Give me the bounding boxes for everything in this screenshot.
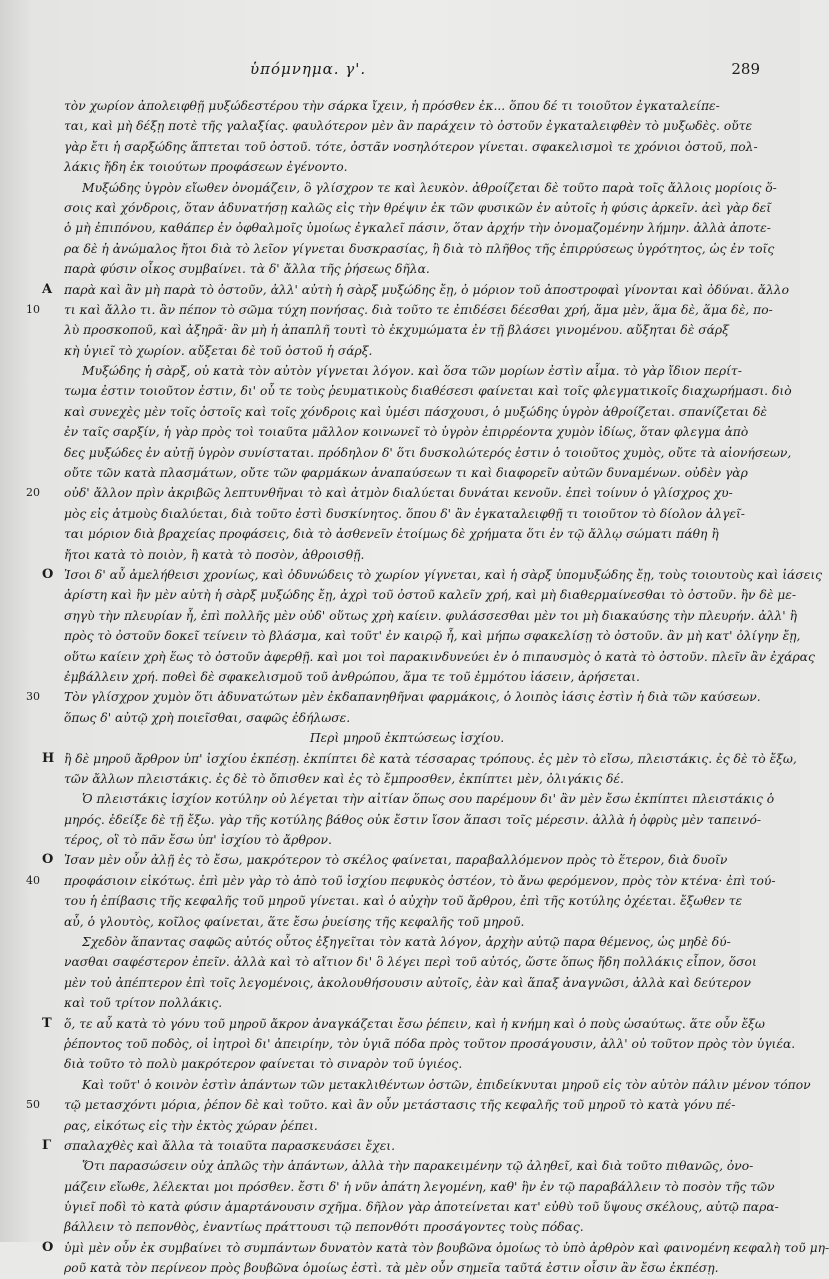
text-line [42, 789, 775, 809]
line-number: 30 [26, 690, 40, 704]
text-line [42, 973, 772, 993]
text-line [42, 422, 772, 442]
text-line [42, 157, 772, 177]
line-number: 40 [26, 873, 40, 887]
text-line [42, 320, 772, 340]
line-text: καὶ συνεχὲς μὲν τοῖς ὀστοῖς καὶ τοῖς χόνδροις καὶ ὑμέσι πάσχουσι, ὁ μυξώδης ὑγρὸν ἀθροίζεται. σπανίζεται δὲ [64, 404, 767, 419]
text-line [42, 932, 772, 952]
line-text: λάκις ἤδη ἐκ τοιούτων προφάσεων ἐγένοντο. [64, 160, 348, 175]
margin-letter: O [42, 566, 54, 582]
line-text: μὸς εἰς ἀτμοὺς διαλύεται, διὰ τοῦτο ἐστὶ δυσκίνητος. ὅπου δ' ἂν ἐγκαταλειφθῇ τι τοιοῦτον τὸ δίολον ἀλγεῖ- [64, 506, 745, 521]
line-text: Μυξώδης ἡ σὰρξ, οὐ κατὰ τὸν αὐτὸν γίγνεται λόγον. καὶ ὅσα τῶν μορίων ἐστὶν αἷμα. τὸ γὰρ ἴδιον περίτ- [82, 364, 742, 379]
margin-letter: Γ [42, 1137, 52, 1153]
line-text: Περὶ μηροῦ ἐκπτώσεως ἰσχίου. [309, 731, 505, 746]
line-text: ὑμὶ μὲν οὖν ἐκ συμβαίνει τὸ συμπάντων δυνατὸν κατὰ τὸν βουβῶνα ὁμοίως τὸ ὑπὸ ἀρθρὸν καὶ φαινομένη κεφαλὴ τοῦ μη- [64, 1240, 829, 1255]
line-text: οὐδ' ἄλλον πρὶν ἀκριβῶς λεπτυνθῆναι τὸ καὶ ἀτμὸν διαλύεται δυνάται κενοῦν. ἐπεὶ τοίνυν ὁ γλίσχρος χυ- [64, 486, 733, 501]
line-text: ρας, εἰκότως εἰς τὴν ἐκτὸς χώραν ῥέπει. [64, 1118, 318, 1133]
line-text: νασθαι σαφέστερον ἐπεῖν. ἀλλὰ καὶ τὸ αἴτιον δι' ὃ λέγει περὶ τοῦ αὐτός, ὥστε ὅπως ἤδη πολλάκις εἶπον, ὅσοι [64, 955, 757, 970]
line-text: σπαλαχθὲς καὶ ἄλλα τὰ τοιαῦτα παρασκευάσει ἔχει. [64, 1138, 396, 1153]
line-text: τῶν ἄλλων πλειστάκις. ἐς δὲ τὸ ὄπισθεν καὶ ἐς τὸ ἔμπροσθεν, ἐκπίπτει μὲν, ὀλιγάκις δέ. [64, 771, 624, 786]
line-text: ἢ δὲ μηροῦ ἄρθρον ὑπ' ἰσχίου ἐκπέσῃ. ἐκπίπτει δὲ κατὰ τέσσαρας τρόπους. ἐς μὲν τὸ εἴσω, πλειστάκις. ἐς δὲ τὸ ἔξω, [64, 751, 797, 766]
line-text: του ἡ ἐπίβασις τῆς κεφαλῆς τοῦ μηροῦ γίνεται. καὶ ὁ αὐχὴν τοῦ ἄρθρου, ἐπὶ τῆς κοτύλης ὀχέεται. ἔξωθεν τε [64, 894, 743, 909]
text-line [42, 116, 772, 136]
text-line [42, 239, 775, 259]
line-number: 10 [26, 302, 40, 316]
line-text: τῷ μετασχόντι μόρια, ῥέπον δὲ καὶ τοῦτο. καὶ ἂν οὖν μετάστασις τῆς κεφαλῆς τοῦ μηροῦ τὸ κατὰ γόνυ πέ- [64, 1098, 736, 1113]
text-line [42, 891, 772, 911]
line-text: διὰ τοῦτο τὸ πολὺ μακρότερον φαίνεται τὸ σιναρὸν τοῦ ὑγιέος. [64, 1057, 463, 1072]
text-line [42, 178, 777, 198]
line-text: ἐμβάλλειν χρή. ποθεὶ δὲ σφακελισμοῦ τοῦ ἀνθρώπου, ἅμα τε τοῦ ἐμμότου ἰάσειν, ἀρήσεται. [64, 669, 640, 684]
text-line [42, 850, 772, 870]
margin-letter: A [42, 281, 53, 297]
text-line [42, 1054, 772, 1074]
line-text: Ὅτι παρασώσειν οὐχ ἁπλῶς τὴν ἁπάντων, ἀλλὰ τὴν παρακειμένην τῷ ἀληθεῖ, καὶ διὰ τοῦτο πιθανῶς, ὀνο- [82, 1159, 754, 1174]
section-heading [42, 728, 772, 748]
line-text: ὑγιεῖ ποδὶ τὸ κατὰ φύσιν ἁμαρτάνουσιν σχῆμα. δῆλον γὰρ ἀποτείνεται κατ' εὐθὺ τοῦ ὕψους σκέλους, αὐτῷ παρα- [64, 1200, 779, 1215]
text-line [42, 1156, 772, 1176]
text-line [42, 749, 797, 769]
page-header [60, 60, 760, 88]
text-line [42, 402, 772, 422]
margin-letter: H [42, 750, 55, 766]
text-line [42, 545, 772, 565]
text-line [42, 96, 772, 116]
text-line [42, 1217, 772, 1237]
line-text: τωμα ἐστιν τοιοῦτον ἐστιν, δι' οὗ τε τοὺς ῥευματικοὺς διαθέσεσι φαίνεται καὶ τοῖς φλεγματικοῖς διαχωρήμασι. διὸ [64, 384, 792, 399]
line-text: Μυξώδης ὑγρὸν εἴωθεν ὀνομάζειν, ὃ γλίσχρον τε καὶ λευκὸν. ἀθροίζεται δὲ τοῦτο παρὰ τοῖς ἄλλοις μορίοις ὅ- [82, 180, 777, 195]
line-text: ἤτοι κατὰ τὸ ποιὸν, ἢ κατὰ τὸ ποσὸν, ἀθροισθῇ. [64, 547, 365, 562]
line-text: παρὰ καὶ ἂν μὴ παρὰ τὸ ὀστοῦν, ἀλλ' αὐτὴ ἡ σὰρξ μυξώδης ἔῃ, ὁ μόριον τοῦ ἀποστροφαὶ γίνονται καὶ ὀδύναι. ἄλλο [64, 282, 789, 297]
line-text: ροῦ κατὰ τὸν περίνεον πρὸς βουβῶνα ὁμοίως ἐστὶ. τὰ μὲν οὖν σημεῖα ταῦτά ἐστιν οἷσιν ἂν ἔσω ἐκπέσῃ. [64, 1261, 719, 1276]
line-text: τι καὶ ἄλλο τι. ἂν πέπον τὸ σῶμα τύχη πονήσας. διὰ τοῦτο τε ἐπιδέσει δέεσθαι χρή, ἅμα μὲν, ἅμα δὲ, ἅμα δὲ, πο- [64, 302, 773, 317]
text-line [42, 708, 772, 728]
text-line [42, 830, 772, 850]
line-text: τὸν χωρίον ἀπολειφθῇ μυξώδεστέρου τὴν σάρκα ἴχειν, ἡ πρόσθεν ἐκ... ὅπου δέ τι τοιοῦτον ἐγκαταλείπε- [64, 99, 720, 113]
text-line [42, 1116, 772, 1136]
text-line [42, 667, 772, 687]
text-line [42, 1136, 772, 1156]
line-text: βάλλειν τὸ πεπονθὸς, ἐναντίως πράττουσι τῷ πεπονθότι προσάγοντες τοὺς πόδας. [64, 1220, 584, 1235]
line-text: ται, καὶ μὴ δέξῃ ποτὲ τῆς γαλαξίας. φαυλότερον μὲν ἂν παράχειν τὸ ὀστοῦν ἐγκαταλειφθὲν τὸ μυξωδὲς. οὔτε [64, 119, 753, 134]
text-line [42, 1238, 829, 1258]
line-text: ἀρίστη καὶ ἣν μὲν αὐτὴ ἡ σὰρξ μυξώδης ἔῃ, ἀχρὶ τοῦ ὀστοῦ καλεῖν χρή, καὶ μὴ διαθερμαίνεσθαι τὸ ὀστοῦν. ἢν δὲ με- [64, 588, 796, 603]
text-line [42, 769, 772, 789]
line-text: Ἰσαν μὲν οὖν ἀλῇ ἐς τὸ ἔσω, μακρότερον τὸ σκέλος φαίνεται, παραβαλλόμενον πρὸς τὸ ἕτερον, διὰ δυοῖν [64, 853, 728, 868]
line-text: Τὸν γλίσχρον χυμὸν ὅτι ἀδυνατώτων μὲν ἐκδαπανηθῆναι φαρμάκοις, ὁ λοιπὸς ἰάσις ἐστὶν ἡ διὰ τῶν καύσεων. [64, 690, 761, 705]
text-line [42, 810, 772, 830]
text-line [42, 606, 797, 626]
line-text: παρὰ φύσιν οἶκος συμβαίνει. τὰ δ' ἄλλα τῆς ῥήσεως δῆλα. [64, 262, 430, 277]
line-text: ὅ, τε αὖ κατὰ τὸ γόνυ τοῦ μηροῦ ἄκρον ἀναγκάζεται ἔσω ῥέπειν, καὶ ἡ κνήμη καὶ ὁ ποὺς ὡσαύτως. ἅτε οὖν ἔξω [64, 1016, 765, 1031]
text-line [42, 463, 772, 483]
text-line [42, 1177, 775, 1197]
line-text: σηγὺ τὴν πλευρίαν ἦ, ἐπὶ πολλῆς μὲν οὐδ' οὕτως χρὴ καίειν. φυλάσσεσθαι μὲν τοι μὴ διακαύσης τὴν πλευρήν. ἀλλ' ἢ [64, 608, 797, 623]
line-text: καὶ τοῦ τρίτον πολλάκις. [64, 996, 223, 1011]
line-text: ὅπως δ' αὐτῷ χρὴ ποιεῖσθαι, σαφῶς ἐδήλωσε. [64, 710, 351, 725]
line-text: κὴ ὑγιεῖ τὸ χωρίον. αὔξεται δὲ τοῦ ὀστοῦ ἡ σάρξ. [64, 343, 373, 358]
text-line [26, 483, 772, 503]
line-text: μηρός. ἐδείξε δὲ τῇ ἔξω. γὰρ τῆς κοτύλης βάθος οὐκ ἔστιν ἴσον ἅπασι τοῖς μέρεσιν. ἀλλὰ ἡ ὀφρὺς μὲν ταπεινό- [64, 812, 762, 827]
running-head: ὑπόμνημα. γ'. [250, 60, 367, 78]
line-text: αὖ, ὁ γλουτὸς, κοῖλος φαίνεται, ἅτε ἔσω ῥυείσης τῆς κεφαλῆς τοῦ μηροῦ. [64, 914, 525, 929]
text-line [42, 952, 772, 972]
line-number: 50 [26, 1098, 40, 1112]
line-text: οὕτω καίειν χρὴ ἕως τὸ ὀστοῦν ἀφερθῇ. καὶ μοι τοὶ παρακινδυνεύει ἐν ὁ πιπαυσμὸς ὁ κατὰ τὸ ὀστοῦν. πλεῖν ἂν ἐχάρας [64, 649, 815, 664]
line-text: ῥέποντος τοῦ ποδὸς, οἱ ἰητροὶ δι' ἀπειρίην, τὸν ὑγιᾶ πόδα πρὸς τοῦτον προσάγουσιν, ἀλλ' οὐ τοῦτον πρὸς τὸν ὑγιέα. [64, 1036, 796, 1051]
line-text: Ἰσοι δ' αὖ ἀμελήθεισι χρονίως, καὶ ὀδυνώδεις τὸ χωρίον γίγνεται, καὶ ἡ σὰρξ ὑπομυξώδης ἔῃ, τοὺς τοιουτοὺς καὶ ἰάσεις [64, 567, 823, 582]
line-text: μάζειν εἴωθε, λέλεκται μοι πρόσθεν. ἔστι δ' ἡ νῦν ἀπάτη λεγομένη, καθ' ἣν ἐν τῷ παραβάλλειν τὸ ποσὸν τῆς τῶν [64, 1179, 775, 1194]
line-text: ται μόριον διὰ βραχείας προφάσεις, διὰ τὸ ἀσθενεῖν ἐτοίμως δὲ χρήματα ὅτι ἐν τῷ ἄλλῳ σώματι πάθη ἢ [64, 527, 719, 542]
line-text: δες μυξώδες ἐν αὐτῇ ὑγρὸν συνίσταται. πρόδηλον δ' ὅτι δυσκολώτερός ἐστιν ὁ τοιοῦτος χυμὸς, οὔτε τὰ αἰονήσεων, [64, 445, 792, 460]
line-text: λὺ προσκοποῦ, καὶ ἀξηρᾶ· ἂν μὴ ἡ ἀπαπλῆ τουτὶ τὸ ἐκχυμώματα ἐν τῇ βλάσει γινομένου. αὔξηται δὲ σάρξ [64, 323, 729, 338]
text-line [26, 1095, 772, 1115]
text-line [42, 361, 772, 381]
line-text: Καὶ τοῦτ' ὁ κοινὸν ἐστὶν ἁπάντων τῶν μετακλιθέντων ὀστῶν, ἐπιδείκνυται μηροῦ εἰς τὸν αὐτὸν πάλιν μένον τόπον [82, 1077, 811, 1092]
margin-letter: O [42, 1239, 54, 1255]
margin-letter: O [42, 852, 54, 868]
line-number: 20 [26, 486, 40, 500]
text-line [42, 524, 772, 544]
margin-letter: T [42, 1015, 52, 1031]
text-line [42, 585, 796, 605]
line-text: ρα δὲ ἡ ἀνώμαλος ἤτοι διὰ τὸ λεῖον γίγνεται δυσκρασίας, ἢ διὰ τὸ πλῆθος τῆς ἐπιρρύσεως ὑγρότητος, ὡς ἐν τοῖς [64, 241, 775, 256]
line-text: προφάσιοιν εἰκότως. ἐπὶ μὲν γὰρ τὸ ἀπὸ τοῦ ἰσχίου πεφυκὸς ὀστέον, τὸ ἄνω φερόμενον, πρὸς τὸν κτένα· ἐπὶ τού- [64, 873, 776, 888]
text-line [42, 280, 789, 300]
page-number: 289 [731, 60, 760, 78]
text-line [26, 871, 776, 891]
line-text: πρὸς τὸ ὀστοῦν δοκεῖ τείνειν τὸ βλάσμα, καὶ τοῦτ' ἐν καιρῷ ἦ, καὶ μήπω σφακελίσῃ τὸ ὀστοῦν. ἂν μὴ κατ' ὀλίγην ἔῃ, [64, 629, 801, 644]
text-line [26, 300, 773, 320]
line-text: μὲν τοὐ ἀπέπτερον ἐπὶ τοῖς λεγομένοις, ἀκολουθήσουσιν αὐτοῖς, ἐὰν καὶ ἅπαξ ἀναγνῶσι, ἀλλὰ καὶ δεύτερον [64, 975, 751, 990]
line-text: ἐν ταῖς σαρξίν, ἡ γὰρ πρὸς τοὶ τοιαῦτα μᾶλλον κοινωνεῖ τὸ ὑγρὸν ἐπιρρέοντα χυμὸν ἰδίως, ὅταν φλεγμα ἀπὸ [64, 425, 749, 440]
text-line [42, 218, 772, 238]
text-line [42, 647, 815, 667]
line-text: Ὁ πλειστάκις ἰσχίον κοτύλην οὐ λέγεται τὴν αἰτίαν ὅπως σου παρέμουν δι' ἂν μὲν ἔσω ἐκπίπτει πλειστάκις ὁ [82, 792, 775, 807]
text-line [42, 912, 772, 932]
text-line [42, 1075, 811, 1095]
line-text: σοις καὶ χόνδροις, ὅταν ἀδυνατήσῃ καλῶς εἰς τὴν θρέψιν ἐκ τῶν φυσικῶν ἐν αὐτοῖς ἡ φύσις ἀρκεῖν. ἀεὶ γὰρ δεῖ [64, 200, 772, 215]
text-body [26, 96, 829, 1276]
text-line [42, 565, 823, 585]
text-line [42, 1197, 779, 1217]
text-line [42, 1258, 772, 1278]
text-line [42, 137, 772, 157]
text-line [42, 504, 772, 524]
text-line [26, 687, 772, 707]
line-text: γὰρ ἔτι ἡ σαρξώδης ἅπτεται τοῦ ὀστοῦ. τότε, ὀστᾶν νοσηλότερον γίνεται. σφακελισμοὶ τε χρόνιοι ὀστοῦ, πολ- [64, 139, 758, 154]
text-line [42, 1014, 772, 1034]
line-text: οὔτε τῶν κατὰ πλασμάτων, οὔτε τῶν φαρμάκων ἀναπαύσεων τι καὶ διαφορεῖν αὐτῶν δυναμένων. οὐδὲν γὰρ [64, 466, 748, 481]
text-line [42, 341, 772, 361]
text-line [42, 198, 772, 218]
text-line [42, 259, 772, 279]
text-line [42, 993, 772, 1013]
line-text: Σχεδὸν ἅπαντας σαφῶς αὐτός οὗτος ἐξηγεῖται τὸν κατὰ λόγον, ἀρχὴν αὐτῷ παρα θέμενος, ὡς μηδὲ δύ- [82, 935, 731, 950]
text-line [42, 443, 792, 463]
text-line [42, 1034, 796, 1054]
text-line [42, 626, 801, 646]
text-line [42, 381, 792, 401]
line-text: ὁ μὴ ἐπιπόνου, καθάπερ ἐν ὀφθαλμοῖς ὑμοίως ἐγκαλεῖ πάσιν, ὅταν ἀρχήν τὴν ὀνομαζομένην λήμην. ἀλλὰ ἀποτε- [64, 221, 771, 236]
line-text: τέρος, οἳ τὸ πᾶν ἔσω ὑπ' ἰσχίου τὸ ἄρθρον. [64, 833, 332, 848]
